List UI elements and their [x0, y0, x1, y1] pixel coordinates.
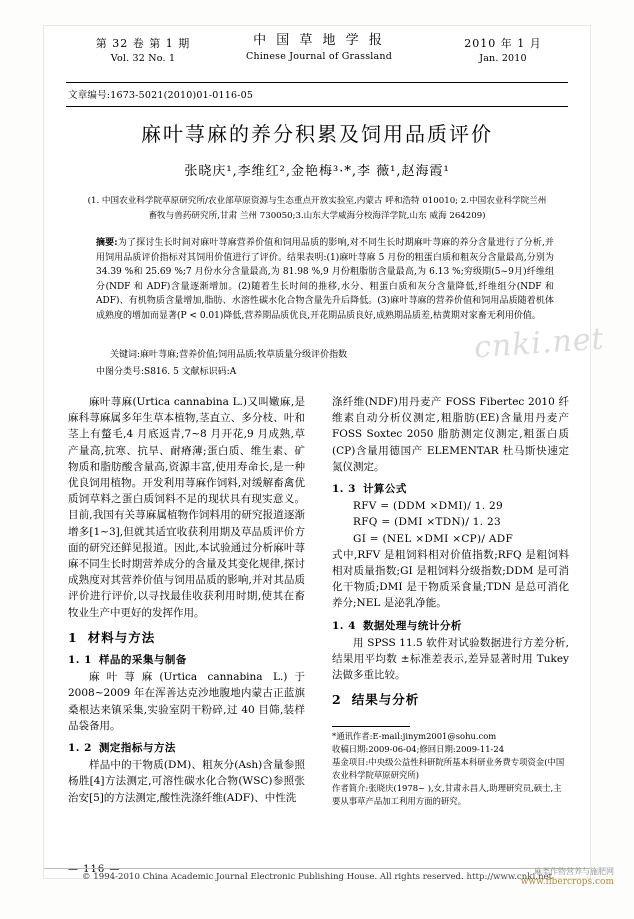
- page-title: 麻叶荨麻的养分积累及饲用品质评价: [141, 122, 493, 146]
- footnote-author-bio: 作者简介:张晓庆(1978~ ),女,甘肃永昌人,助理研究员,硕士,主要从事草产品加工利用方面的研究。: [332, 783, 562, 806]
- heading-sample-collection: [68, 652, 305, 668]
- heading-text: 数据处理与统计分析: [362, 619, 462, 632]
- heading-text: 计算公式: [362, 483, 407, 496]
- keywords: 关键词:麻叶荨麻;营养价值;饲用品质;牧草质量分级评价指数: [110, 350, 348, 360]
- paper-sheet: [44, 26, 606, 878]
- heading-materials-methods: [68, 630, 305, 646]
- footnote-funding: 基金项目:中央级公益性科研院所基本科研业务费专项资金(中国农业科学院草原研究所): [332, 757, 565, 780]
- heading-formulas: [332, 481, 569, 497]
- issue-date: [448, 36, 558, 66]
- issue-date-en: Jan. 2010: [479, 53, 527, 64]
- page-number: — 116 —: [68, 864, 121, 875]
- site-brand-name: 麻类作物营养与施肥网: [534, 867, 614, 876]
- abstract-text: 为了探讨生长时间对麻叶荨麻营养价值和饲用品质的影响,对不同生长时期麻叶荨麻的养分含量进行了分析,并用饲用品质评价指标对其饲用价值进行了评价。结果表明:(1)麻叶荨麻 5 月份的粗蛋白质和粗灰分含量最高,分别为 34.39 %和 25.69 %;7 月份水分含量最高,为 81.98 %,9 月份粗脂肪含量最高,为 6.13 %;穷级期(5~9月)纤维组分(NDF 和 ADF)含量逐渐增加。(2)随着生长时间的推移,水分、粗蛋白质和灰分含量降低,纤维组分(NDF 和 ADF)、有机物质含量增加,脂肪、水溶性碳水化合物含量先升后降低。(3)麻叶荨麻的营养价值和饲用品质随着机体成熟度的增加而显著(P < 0.01)降低,营养期品质优良,开花期品质良好,成熟期品质差,枯黄期对家畜无利用价值。: [96, 238, 554, 321]
- heading-text: 测定指标与方法: [98, 742, 176, 755]
- site-brand-url[interactable]: www.fibercrops.com: [520, 877, 614, 887]
- body-column-right: [332, 394, 569, 711]
- paragraph-measurement-methods: 样品中的干物质(DM)、粗灰分(Ash)含量参照杨胜[4]方法测定,可溶性碳水化合物(WSC)参照张治安[5]的方法测定,酸性洗涤纤维(ADF)、中性洗: [68, 759, 305, 804]
- formula-gi: GI = (NEL ×DMI ×CP)/ ADF: [353, 532, 514, 545]
- footer-copyright-text: © 1994-2010 China Academic Journal Electronic Publishing House. All rights reserved.: [81, 872, 464, 882]
- heading-number: 1. 1: [68, 654, 92, 667]
- journal-name-en: Chinese Journal of Grassland: [245, 51, 392, 62]
- heading-statistics: [332, 618, 569, 634]
- cnki-watermark: cnki.net: [472, 321, 606, 366]
- formula-rfv: RFV = (DDM ×DMI)/ 1. 29: [353, 500, 503, 513]
- body-column-left: [68, 394, 305, 806]
- heading-results: [332, 692, 569, 708]
- volume-issue-en: Vol. 32 No. 1: [110, 53, 176, 64]
- heading-number: 1: [68, 629, 78, 645]
- volume-issue: [88, 36, 198, 66]
- heading-text: 样品的采集与制备: [98, 654, 187, 667]
- abstract: [96, 236, 554, 324]
- footnote-corresponding-author: *通讯作者:E-mail:jinym2001@sohu.com: [332, 731, 497, 741]
- journal-masthead: [44, 26, 590, 82]
- paragraph-statistics: 用 SPSS 11.5 软件对试验数据进行方差分析,结果用平均数 ±标准差表示,差异显著时用 Tukey 法做多重比较。: [332, 636, 569, 682]
- heading-number: 2: [332, 692, 342, 708]
- masthead-divider-bottom: [66, 106, 568, 107]
- footnote-divider: [332, 726, 410, 727]
- heading-text: 结果与分析: [351, 692, 420, 708]
- footnote-received-date: 收稿日期:2009-06-04;修回日期:2009-11-24: [332, 744, 505, 754]
- author-list: 张晓庆¹,李维红²,金艳梅³·*,李 薇¹,赵海霞¹: [184, 164, 450, 179]
- abstract-label: 摘要:: [96, 238, 118, 248]
- formula-rfq: RFQ = (DMI ×TDN)/ 1. 23: [353, 516, 502, 529]
- paragraph-sample-collection: 麻叶荨麻(Urtica cannabina L.)于 2008~2009 年在浑善达克沙地腹地内蒙古正蓝旗桑根达来镇采集,实验室阴干粉碎,过 40 目筛,装样品袋备用。: [68, 671, 305, 732]
- affiliations: (1. 中国农业科学院草原研究所/农业部草原资源与生态重点开放实验室,内蒙古 呼和浩特 010010; 2.中国农业科学院兰州畜牧与兽药研究所,甘肃 兰州 730050;3.山东大学威海分校海洋学院,山东 威海 264209): [87, 196, 547, 221]
- heading-number: 1. 4: [332, 619, 356, 632]
- paragraph-intro: 麻叶荨麻(Urtica cannabina L.)又叫嫩麻,是麻科荨麻属多年生草本植物,茎直立、多分枝、叶和茎上有螫毛,4 月底返青,7~8 月开花,9 月成熟,草产量高,抗寒、抗旱、耐瘠薄;蛋白质、维生素、矿物质和脂肪酸含量高,资源丰富,使用寿命长,是一种优良饲用植物。开发利用荨麻作饲料,对缓解畜禽优质饲草料之蛋白质饲料不足的现状具有现实意义。目前,我国有关荨麻属植物作饲料用的研究报道逐渐增多[1~3],但就其适宜收获利用期及草品质评价方面的研究还鲜见报道。因此,本试验通过分析麻叶荨麻不同生长时期营养成分的含量及其变化规律,探讨成熟度对其营养价值与饲用品质的影响,并对其品质评价进行评价,以寻找最佳收获利用时期,使其在畜牧业生产中更好的发挥作用。: [68, 396, 305, 619]
- heading-number: 1. 2: [68, 742, 92, 755]
- journal-name-cn: 中 国 草 地 学 报: [253, 33, 385, 48]
- masthead-divider-top: [66, 82, 568, 83]
- article-number: 文章编号:1673-5021(2010)01-0116-05: [68, 90, 254, 101]
- heading-measurement-methods: [68, 740, 305, 756]
- paragraph-measurement-continued: 涤纤维(NDF)用丹麦产 FOSS Fibertec 2010 纤维素自动分析仪测定,粗脂肪(EE)含量用丹麦产 FOSS Soxtec 2050 脂肪测定仪测定,粗蛋白质(CP)含量用德国产 ELEMENTAR 杜马斯快速定氮仪测定。: [332, 396, 569, 473]
- volume-issue-cn: 第 32 卷 第 1 期: [95, 37, 191, 50]
- formula-legend: 式中,RFV 是粗饲料相对价值指数;RFQ 是粗饲料相对质量指数;GI 是粗饲料分级指数;DDM 是可消化干物质;DMI 是干物质采食量;TDN 是总可消化养分;NEL 是泌乳净能。: [332, 548, 569, 610]
- footer-copyright-bar: [44, 868, 590, 882]
- clc-codes: 中图分类号:S816. 5 文献标识码:A: [96, 367, 237, 377]
- footer-url[interactable]: http://www.cnki.net: [466, 872, 553, 882]
- journal-name: [224, 32, 414, 64]
- issue-date-cn: 2010 年 1 月: [464, 37, 542, 50]
- heading-number: 1. 3: [332, 483, 356, 496]
- site-brand: [521, 866, 614, 888]
- heading-text: 材料与方法: [87, 629, 156, 645]
- footnote-block: [332, 726, 569, 808]
